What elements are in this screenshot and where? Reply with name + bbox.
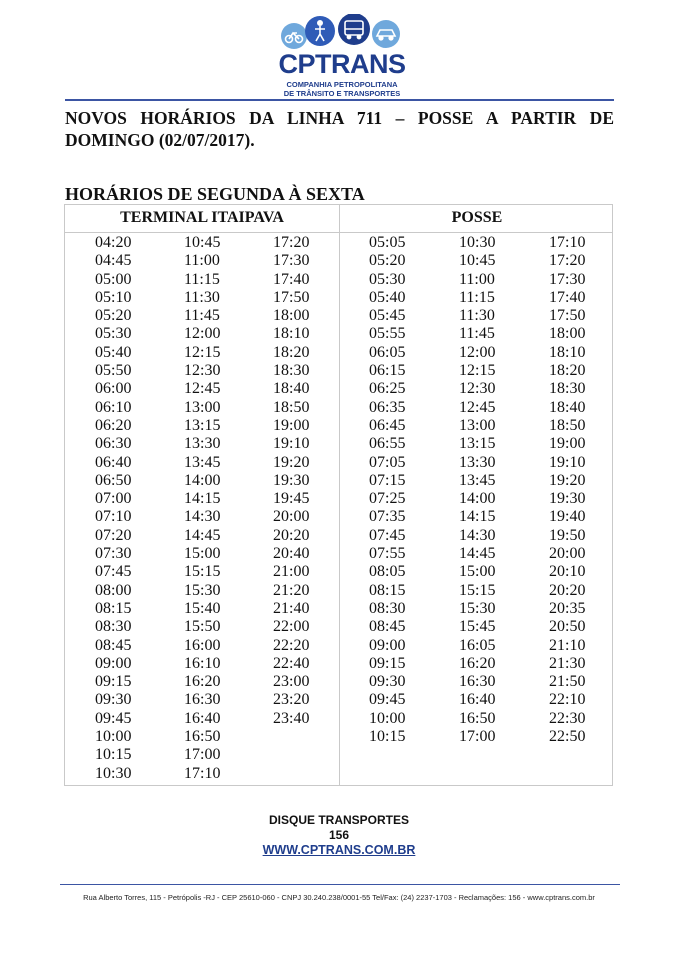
time-cell: 07:55 — [369, 545, 406, 563]
time-cell: 13:00 — [459, 416, 496, 434]
time-cell: 18:30 — [273, 362, 310, 380]
time-cell: 15:15 — [459, 581, 496, 599]
time-cell: 17:10 — [184, 764, 221, 782]
terminal-itaipava-column-1 — [95, 234, 131, 783]
time-cell: 13:15 — [184, 416, 221, 434]
time-cell: 11:30 — [184, 288, 220, 306]
time-cell: 11:30 — [459, 307, 495, 325]
time-cell: 14:15 — [459, 508, 496, 526]
time-cell: 05:40 — [95, 343, 132, 361]
time-cell: 20:00 — [549, 545, 586, 563]
time-cell: 16:50 — [184, 728, 221, 746]
time-cell: 22:30 — [549, 709, 586, 727]
time-cell: 19:00 — [549, 435, 586, 453]
time-cell: 16:50 — [459, 709, 496, 727]
time-cell: 22:40 — [273, 654, 310, 672]
time-cell: 20:20 — [273, 526, 310, 544]
time-cell: 16:00 — [184, 636, 221, 654]
logo-icon-group — [280, 14, 404, 54]
time-cell: 19:20 — [273, 453, 310, 471]
time-cell: 09:00 — [369, 636, 406, 654]
time-cell: 09:30 — [369, 673, 406, 691]
time-cell: 21:00 — [273, 563, 310, 581]
time-cell: 11:45 — [459, 325, 495, 343]
time-cell: 07:10 — [95, 508, 132, 526]
phone-number: 156 — [328, 828, 350, 842]
time-cell: 14:30 — [459, 526, 496, 544]
time-cell: 18:10 — [549, 343, 586, 361]
time-cell: 15:30 — [184, 581, 221, 599]
time-cell: 19:45 — [273, 490, 310, 508]
time-cell: 12:30 — [184, 362, 221, 380]
posse-header: POSSE — [451, 209, 503, 226]
time-cell: 11:15 — [184, 270, 220, 288]
time-cell: 19:50 — [549, 526, 586, 544]
time-cell: 20:10 — [549, 563, 586, 581]
time-cell: 13:45 — [459, 471, 496, 489]
time-cell: 16:20 — [459, 654, 496, 672]
time-cell: 22:10 — [549, 691, 586, 709]
time-cell: 07:30 — [95, 545, 132, 563]
time-cell: 20:00 — [273, 508, 310, 526]
time-cell: 16:10 — [184, 654, 221, 672]
time-cell: 21:30 — [549, 654, 586, 672]
time-cell: 06:40 — [95, 453, 132, 471]
time-cell: 17:20 — [549, 252, 586, 270]
time-cell: 20:40 — [273, 545, 310, 563]
time-cell: 06:15 — [369, 362, 406, 380]
website-link[interactable]: WWW.CPTRANS.COM.BR — [262, 843, 416, 857]
time-cell: 10:30 — [459, 234, 496, 251]
time-cell: 05:45 — [369, 307, 406, 325]
footer-divider — [60, 884, 620, 885]
time-cell: 07:00 — [95, 490, 132, 508]
time-cell: 15:40 — [184, 599, 221, 617]
time-cell: 14:30 — [184, 508, 221, 526]
time-cell: 19:20 — [549, 471, 586, 489]
footer-address: Rua Alberto Torres, 115 - Petrópolis -RJ - CEP 25610-060 - CNPJ 30.240.238/0001-55 Tel/Fax: (24) 2237-1703 - Reclamações: 156 - www.cptrans.com.br — [83, 893, 595, 902]
time-cell: 08:45 — [369, 618, 406, 636]
time-cell: 17:00 — [459, 728, 496, 746]
bicycle-icon — [281, 23, 307, 49]
time-cell: 11:15 — [459, 288, 495, 306]
time-cell: 21:50 — [549, 673, 586, 691]
time-cell: 07:35 — [369, 508, 406, 526]
logo-subtitle-line2: DE TRÂNSITO E TRANSPORTES — [283, 89, 401, 98]
time-cell: 06:50 — [95, 471, 132, 489]
time-cell: 05:55 — [369, 325, 406, 343]
time-cell: 13:30 — [184, 435, 221, 453]
time-cell: 08:15 — [369, 581, 406, 599]
column-divider — [339, 205, 340, 785]
time-cell: 22:50 — [549, 728, 586, 746]
time-cell: 12:15 — [459, 362, 496, 380]
time-cell: 15:00 — [459, 563, 496, 581]
time-cell: 23:40 — [273, 709, 310, 727]
time-cell: 12:45 — [459, 398, 496, 416]
page-headline: NOVOS HORÁRIOS DA LINHA 711 – POSSE A PARTIR DE DOMINGO (02/07/2017). — [65, 108, 614, 150]
time-cell: 09:15 — [369, 654, 406, 672]
time-cell: 09:30 — [95, 691, 132, 709]
time-cell: 21:10 — [549, 636, 586, 654]
time-cell: 11:00 — [184, 252, 220, 270]
time-cell: 04:20 — [95, 234, 132, 251]
time-cell: 16:30 — [459, 673, 496, 691]
terminal-itaipava-column-3 — [273, 234, 309, 728]
time-cell: 07:25 — [369, 490, 406, 508]
time-cell: 05:20 — [369, 252, 406, 270]
time-cell: 12:00 — [184, 325, 221, 343]
time-cell: 14:15 — [184, 490, 221, 508]
time-cell: 12:30 — [459, 380, 496, 398]
time-cell: 17:20 — [273, 234, 310, 251]
time-cell: 17:50 — [273, 288, 310, 306]
time-cell: 21:40 — [273, 599, 310, 617]
time-cell: 10:30 — [95, 764, 132, 782]
time-cell: 18:50 — [273, 398, 310, 416]
time-cell: 18:50 — [549, 416, 586, 434]
time-cell: 06:30 — [95, 435, 132, 453]
schedule-table — [64, 204, 613, 786]
time-cell: 08:05 — [369, 563, 406, 581]
time-cell: 14:45 — [184, 526, 221, 544]
time-cell: 12:45 — [184, 380, 221, 398]
time-cell: 10:15 — [95, 746, 132, 764]
time-cell: 09:45 — [369, 691, 406, 709]
time-cell: 16:20 — [184, 673, 221, 691]
time-cell: 05:20 — [95, 307, 132, 325]
time-cell: 12:00 — [459, 343, 496, 361]
time-cell: 11:45 — [184, 307, 220, 325]
time-cell: 19:00 — [273, 416, 310, 434]
time-cell: 07:05 — [369, 453, 406, 471]
time-cell: 20:20 — [549, 581, 586, 599]
time-cell: 09:45 — [95, 709, 132, 727]
time-cell: 18:00 — [549, 325, 586, 343]
time-cell: 08:30 — [95, 618, 132, 636]
time-cell: 18:20 — [549, 362, 586, 380]
time-cell: 05:05 — [369, 234, 406, 251]
time-cell: 17:50 — [549, 307, 586, 325]
disque-transportes-label: DISQUE TRANSPORTES — [268, 813, 409, 827]
cptrans-logo — [276, 14, 408, 98]
terminal-itaipava-header: TERMINAL ITAIPAVA — [120, 209, 284, 226]
time-cell: 09:15 — [95, 673, 132, 691]
time-cell: 07:15 — [369, 471, 406, 489]
time-cell: 15:45 — [459, 618, 496, 636]
time-cell: 19:40 — [549, 508, 586, 526]
time-cell: 13:15 — [459, 435, 496, 453]
time-cell: 19:10 — [273, 435, 310, 453]
time-cell: 08:00 — [95, 581, 132, 599]
time-cell: 06:00 — [95, 380, 132, 398]
time-cell: 18:40 — [273, 380, 310, 398]
time-cell: 05:30 — [369, 270, 406, 288]
time-cell: 10:15 — [369, 728, 406, 746]
time-cell: 19:30 — [549, 490, 586, 508]
time-cell: 16:40 — [184, 709, 221, 727]
time-cell: 15:15 — [184, 563, 221, 581]
time-cell: 17:10 — [549, 234, 586, 251]
time-cell: 17:00 — [184, 746, 221, 764]
header-row-divider — [65, 232, 612, 233]
time-cell: 18:40 — [549, 398, 586, 416]
time-cell: 18:00 — [273, 307, 310, 325]
time-cell: 04:45 — [95, 252, 132, 270]
time-cell: 23:20 — [273, 691, 310, 709]
time-cell: 15:00 — [184, 545, 221, 563]
time-cell: 14:00 — [459, 490, 496, 508]
logo-brand: CPTRANS — [278, 49, 406, 79]
time-cell: 22:20 — [273, 636, 310, 654]
time-cell: 06:25 — [369, 380, 406, 398]
time-cell: 08:30 — [369, 599, 406, 617]
time-cell: 08:45 — [95, 636, 132, 654]
posse-column-3 — [549, 234, 585, 746]
time-cell: 15:50 — [184, 618, 221, 636]
time-cell: 12:15 — [184, 343, 221, 361]
time-cell: 05:40 — [369, 288, 406, 306]
time-cell: 07:45 — [95, 563, 132, 581]
time-cell: 17:40 — [273, 270, 310, 288]
time-cell: 18:30 — [549, 380, 586, 398]
posse-column-1 — [369, 234, 405, 746]
time-cell: 05:50 — [95, 362, 132, 380]
time-cell: 16:30 — [184, 691, 221, 709]
time-cell: 20:50 — [549, 618, 586, 636]
terminal-itaipava-column-2 — [184, 234, 220, 783]
time-cell: 10:45 — [184, 234, 221, 251]
time-cell: 10:00 — [95, 728, 132, 746]
time-cell: 22:00 — [273, 618, 310, 636]
time-cell: 09:00 — [95, 654, 132, 672]
header-divider — [65, 99, 614, 101]
time-cell: 06:55 — [369, 435, 406, 453]
section-title: HORÁRIOS DE SEGUNDA À SEXTA — [65, 184, 365, 204]
time-cell: 21:20 — [273, 581, 310, 599]
time-cell: 06:45 — [369, 416, 406, 434]
time-cell: 15:30 — [459, 599, 496, 617]
posse-column-2 — [459, 234, 495, 746]
time-cell: 07:20 — [95, 526, 132, 544]
time-cell: 18:20 — [273, 343, 310, 361]
time-cell: 10:00 — [369, 709, 406, 727]
time-cell: 16:40 — [459, 691, 496, 709]
time-cell: 05:30 — [95, 325, 132, 343]
time-cell: 06:05 — [369, 343, 406, 361]
time-cell: 16:05 — [459, 636, 496, 654]
time-cell: 05:00 — [95, 270, 132, 288]
time-cell: 14:45 — [459, 545, 496, 563]
time-cell: 10:45 — [459, 252, 496, 270]
time-cell: 06:35 — [369, 398, 406, 416]
time-cell: 19:10 — [549, 453, 586, 471]
time-cell: 13:45 — [184, 453, 221, 471]
time-cell: 05:10 — [95, 288, 132, 306]
time-cell: 06:20 — [95, 416, 132, 434]
time-cell: 07:45 — [369, 526, 406, 544]
logo-subtitle-line1: COMPANHIA PETROPOLITANA — [286, 80, 398, 89]
time-cell: 17:30 — [273, 252, 310, 270]
car-icon — [372, 20, 400, 48]
time-cell: 06:10 — [95, 398, 132, 416]
time-cell: 20:35 — [549, 599, 586, 617]
time-cell: 08:15 — [95, 599, 132, 617]
time-cell: 14:00 — [184, 471, 221, 489]
time-cell: 13:00 — [184, 398, 221, 416]
time-cell: 23:00 — [273, 673, 310, 691]
time-cell: 13:30 — [459, 453, 496, 471]
time-cell: 17:30 — [549, 270, 586, 288]
time-cell: 18:10 — [273, 325, 310, 343]
time-cell: 19:30 — [273, 471, 310, 489]
time-cell: 17:40 — [549, 288, 586, 306]
time-cell: 11:00 — [459, 270, 495, 288]
